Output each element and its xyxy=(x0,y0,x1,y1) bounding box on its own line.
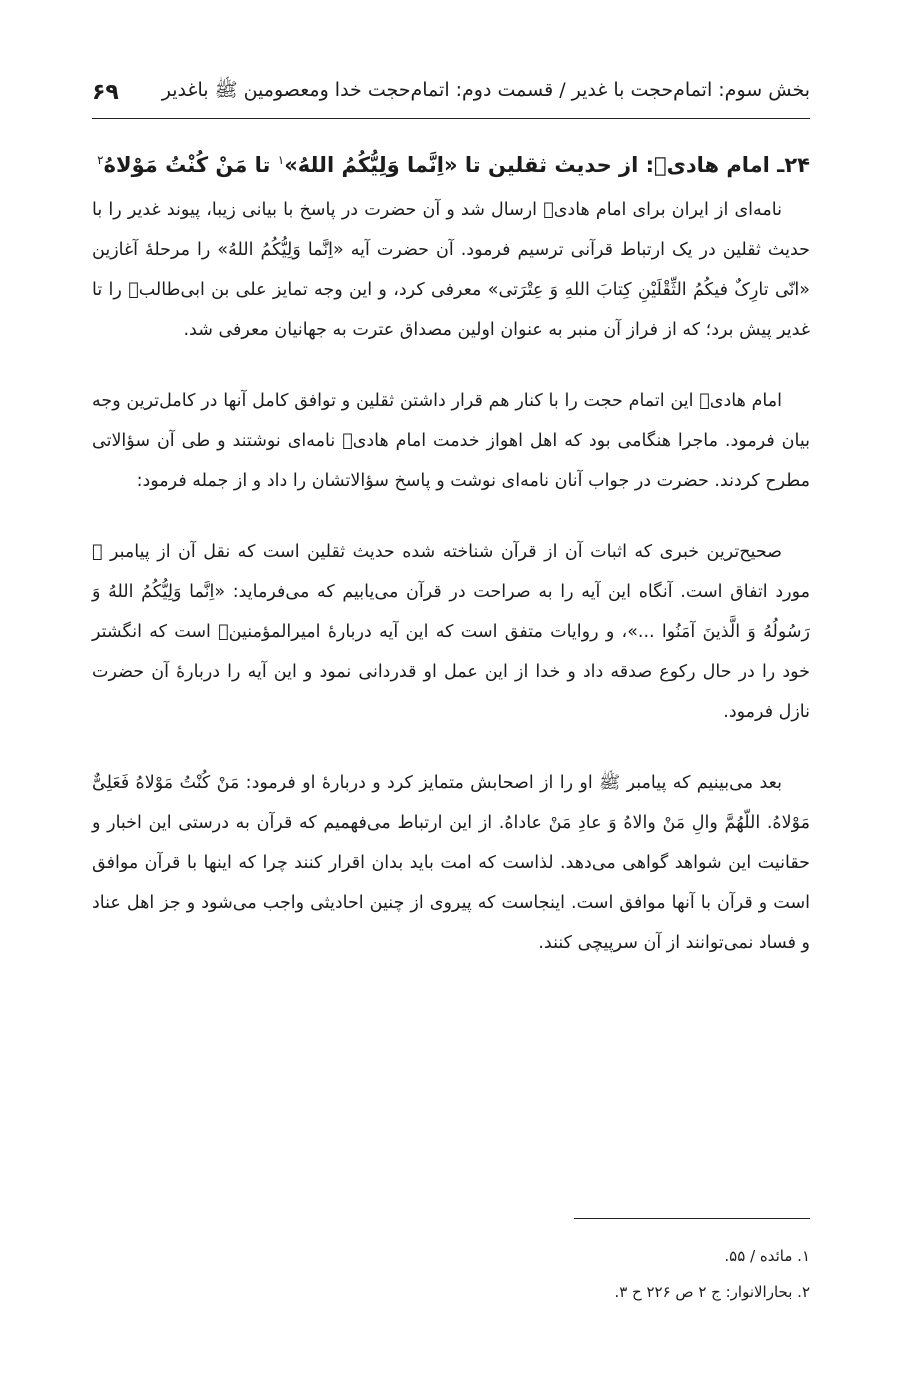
running-header xyxy=(92,72,810,112)
footnote-ref-2[interactable]: ۲ xyxy=(97,153,104,167)
footnote-2: ۲. بحارالانوار: ج ۲ ص ۲۲۶ ح ۳. xyxy=(614,1283,810,1301)
section-title-tail: تا مَنْ کُنْتُ مَوْلاهُ xyxy=(103,153,278,177)
section-title-main: ۲۴ـ امام هادیؑ: از حدیث ثقلین تا «اِنَّما وَلِیُّکُمُ اللهُ» xyxy=(284,153,810,177)
footnote-1: ۱. مائده / ۵۵. xyxy=(724,1247,810,1265)
paragraph: امام هادیؑ این اتمام حجت را با کنار هم قرار داشتن ثقلین و توافق کامل آنها در کامل‌ترین وجه بیان فرمود. ماجرا هنگامی بود که اهل اهواز خدمت امام هادیؑ نامه‌ای نوشتند و طی آن سؤالاتی مطرح کردند. حضرت در جواب آنان نامه‌ای نوشت و پاسخ سؤالاتشان را داد و از جمله فرمود: xyxy=(92,391,810,491)
footnote-divider xyxy=(574,1218,810,1219)
footnote-ref-1[interactable]: ۱ xyxy=(277,153,285,167)
page-number: ۶۹ xyxy=(92,79,119,105)
body-text xyxy=(92,190,810,994)
running-title: بخش سوم: اتمام‌حجت با غدیر / قسمت دوم: اتمام‌حجت خدا ومعصومین ﷺ باغدیر xyxy=(161,79,810,101)
header-divider xyxy=(92,118,810,119)
paragraph: صحیح‌ترین خبری که اثبات آن از قرآن شناخته شده حدیث ثقلین است که نقل آن از پیامبر ﷺ مورد اتفاق است. آنگاه این آیه را به صراحت در قرآن می‌یابیم که می‌فرماید: «اِنَّما وَلِیُّکُمُ اللهُ وَ رَسُولُهُ وَ الَّذینَ آمَنُوا ...»، و روایات متفق است که این آیه دربارهٔ امیرالمؤمنینؑ است که انگشتر خود را در حال رکوع صدقه داد و خدا از این عمل او قدردانی نمود و این آیه را دربارهٔ آن حضرت نازل فرمود. xyxy=(92,542,810,722)
footnotes xyxy=(92,1238,810,1310)
paragraph: بعد می‌بینیم که پیامبر ﷺ او را از اصحابش متمایز کرد و دربارهٔ او فرمود: مَنْ کُنْتُ مَوْلاهُ فَعَلِیٌّ مَوْلاهُ. اللّهُمَّ والِ مَنْ والاهُ وَ عادِ مَنْ عاداهُ. از این ارتباط می‌فهمیم که قرآن به درستی این اخبار و حقانیت این شواهد گواهی می‌دهد. لذاست که امت باید بدان اقرار کنند چرا که اینها با قرآن موافق است و قرآن با آنها موافق است. اینجاست که پیروی از چنین احادیثی واجب می‌شود و جز اهل عناد و فساد نمی‌توانند از آن سرپیچی کنند. xyxy=(92,773,810,953)
section-title xyxy=(92,140,810,185)
paragraph: نامه‌ای از ایران برای امام هادیؑ ارسال شد و آن حضرت در پاسخ با بیانی زیبا، پیوند غدیر را با حدیث ثقلین در یک ارتباط قرآنی ترسیم فرمود. آن حضرت آیه «اِنَّما وَلِیُّکُمُ اللهُ» را مرحلهٔ آغازین «انّی تارِکٌ فیکُمُ الثِّقْلَیْنِ کِتابَ اللهِ وَ عِتْرَتی» معرفی کرد، و این وجه تمایز علی بن ابی‌طالبؑ را تا غدیر پیش برد؛ که از فراز آن منبر به عنوان اولین مصداق عترت به جهانیان معرفی شد. xyxy=(92,200,810,340)
